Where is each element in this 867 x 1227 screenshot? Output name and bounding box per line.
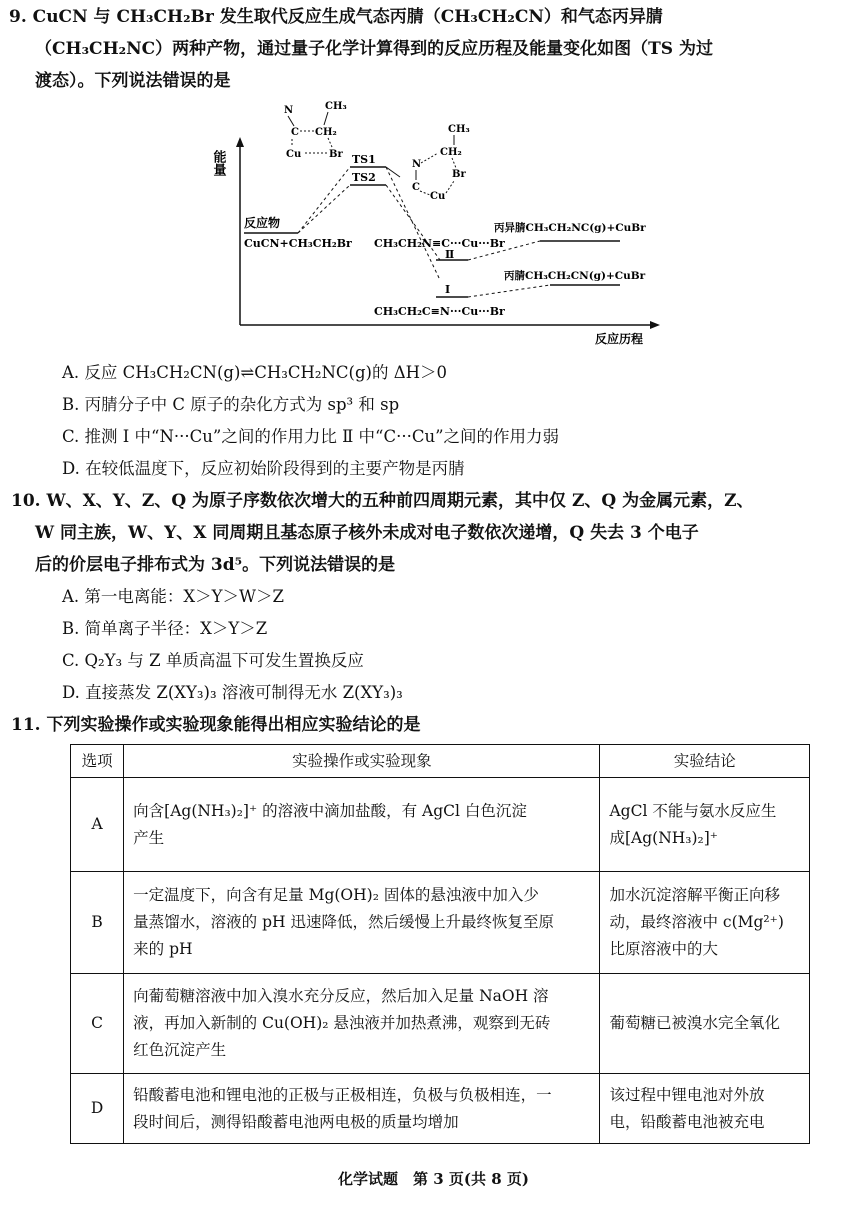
conclusion-line: 比原溶液中的大: [609, 940, 718, 958]
ts2-structure: [412, 124, 470, 202]
q11-stem: 11. 下列实验操作或实验现象能得出相应实验结论的是: [11, 715, 421, 735]
table-row[interactable]: [71, 974, 810, 1074]
operation-line: 红色沉淀产生: [133, 1041, 227, 1059]
q9-stem-line1: 9. CuCN 与 CH₃CH₂Br 发生取代反应生成气态丙腈（CH₃CH₂CN）和气态丙异腈: [9, 7, 663, 27]
q10-option-c[interactable]: C. Q₂Y₃ 与 Z 单质高温下可发生置换反应: [62, 651, 364, 670]
operation-line: 量蒸馏水，溶液的 pH 迅速降低，然后缓慢上升最终恢复至原: [133, 913, 554, 931]
int1-label: Ⅰ: [445, 283, 451, 296]
row-option: C: [71, 974, 124, 1074]
table-row[interactable]: [71, 872, 810, 974]
row-option: B: [71, 872, 124, 974]
ts1-structure: [284, 101, 347, 160]
y-axis-arrow: [236, 137, 244, 147]
header-operation: 实验操作或实验现象: [124, 745, 600, 778]
table-header-row: [71, 745, 810, 778]
operation-line: 向含[Ag(NH₃)₂]⁺ 的溶液中滴加盐酸，有 AgCl 白色沉淀: [133, 801, 527, 820]
table-row[interactable]: [71, 1074, 810, 1144]
q9-option-c[interactable]: C. 推测 Ⅰ 中“N···Cu”之间的作用力比 Ⅱ 中“C···Cu”之间的作用力弱: [62, 427, 560, 446]
reactant-formula: CuCN+CH₃CH₂Br: [244, 237, 352, 250]
row-operation: [124, 778, 600, 872]
row-option: D: [71, 1074, 124, 1144]
int2-formula: CH₃CH₂N≡C···Cu···Br: [374, 237, 505, 250]
path-int1-nitrile: [468, 285, 550, 297]
row-conclusion: [600, 872, 810, 974]
isonitrile-product: 丙异腈CH₃CH₂NC(g)+CuBr: [494, 222, 646, 234]
path-reactant-ts2: [298, 185, 350, 233]
svg-text:C: C: [291, 127, 299, 138]
q9-stem-line2: （CH₃CH₂NC）两种产物，通过量子化学计算得到的反应历程及能量变化如图（TS 为过: [35, 39, 713, 59]
row-conclusion: [600, 974, 810, 1074]
conclusion-line: 葡萄糖已被溴水完全氧化: [609, 1014, 780, 1032]
ts2-pointer: [386, 167, 400, 177]
conclusion-line: 加水沉淀溶解平衡正向移: [609, 886, 780, 904]
header-conclusion: 实验结论: [600, 745, 810, 778]
conclusion-line: AgCl 不能与氨水反应生: [609, 801, 777, 820]
q10-stem-line1: 10. W、X、Y、Z、Q 为原子序数依次增大的五种前四周期元素，其中仅 Z、Q 为金属元素，Z、: [11, 491, 754, 511]
q10-option-d[interactable]: D. 直接蒸发 Z(XY₃)₃ 溶液可制得无水 Z(XY₃)₃: [62, 683, 403, 702]
row-operation: [124, 974, 600, 1074]
nitrile-product: 丙腈CH₃CH₂CN(g)+CuBr: [504, 270, 646, 282]
q9-stem-line3: 渡态）。下列说法错误的是: [35, 71, 231, 91]
y-axis-label: 能量: [210, 150, 226, 176]
svg-text:N: N: [284, 105, 294, 116]
path-reactant-ts1: [298, 167, 350, 233]
svg-text:CH₂: CH₂: [315, 127, 337, 138]
operation-line: 铅酸蓄电池和锂电池的正极与正极相连，负极与负极相连，一: [133, 1085, 552, 1104]
q9-option-b[interactable]: B. 丙腈分子中 C 原子的杂化方式为 sp³ 和 sp: [62, 395, 400, 414]
svg-text:C: C: [412, 182, 420, 193]
operation-line: 来的 pH: [133, 940, 193, 958]
operation-line: 产生: [133, 828, 165, 847]
operation-line: 液，再加入新制的 Cu(OH)₂ 悬浊液并加热煮沸，观察到无砖: [133, 1014, 551, 1032]
int2-label: Ⅱ: [445, 248, 455, 261]
conclusion-line: 电，铅酸蓄电池被充电: [609, 1112, 765, 1131]
conclusion-line: 该过程中锂电池对外放: [609, 1085, 765, 1104]
svg-text:Cu: Cu: [286, 149, 302, 160]
ts1-label: TS1: [352, 153, 376, 166]
q10-option-b[interactable]: B. 简单离子半径：X＞Y＞Z: [62, 619, 268, 638]
operation-line: 向葡萄糖溶液中加入溴水充分反应，然后加入足量 NaOH 溶: [133, 987, 549, 1005]
x-axis-label: 反应历程: [595, 332, 644, 346]
svg-text:CH₃: CH₃: [325, 101, 347, 112]
q10-stem-line2: W 同主族，W、Y、X 同周期且基态原子核外未成对电子数依次递增，Q 失去 3 个电子: [35, 523, 699, 543]
row-option: A: [71, 778, 124, 872]
q9-option-d[interactable]: D. 在较低温度下，反应初始阶段得到的主要产物是丙腈: [62, 459, 465, 478]
operation-line: 一定温度下，向含有足量 Mg(OH)₂ 固体的悬浊液中加入少: [133, 886, 539, 904]
page-footer: 化学试题 第 3 页(共 8 页): [338, 1170, 529, 1188]
experiment-table: [70, 744, 810, 1144]
row-operation: [124, 872, 600, 974]
row-operation: [124, 1074, 600, 1144]
conclusion-line: 动，最终溶液中 c(Mg²⁺): [609, 913, 784, 931]
q10-option-a[interactable]: A. 第一电离能：X＞Y＞W＞Z: [62, 587, 284, 606]
svg-text:Cu: Cu: [430, 191, 446, 202]
row-conclusion: [600, 778, 810, 872]
svg-text:Br: Br: [329, 149, 343, 160]
row-conclusion: [600, 1074, 810, 1144]
int1-formula: CH₃CH₂C≡N···Cu···Br: [374, 305, 505, 318]
q10-stem-line3: 后的价层电子排布式为 3d⁵。下列说法错误的是: [35, 555, 396, 575]
svg-text:Br: Br: [452, 169, 466, 180]
header-option: 选项: [71, 745, 124, 778]
conclusion-line: 成[Ag(NH₃)₂]⁺: [609, 828, 718, 847]
q9-option-a[interactable]: A. 反应 CH₃CH₂CN(g)⇌CH₃CH₂NC(g)的 ΔH＞0: [62, 363, 448, 382]
svg-text:CH₃: CH₃: [448, 124, 470, 135]
table-row[interactable]: [71, 778, 810, 872]
reactant-label: 反应物: [244, 216, 281, 230]
svg-text:CH₂: CH₂: [440, 147, 462, 158]
x-axis-arrow: [650, 321, 660, 329]
energy-profile-diagram: [200, 95, 670, 350]
svg-text:N: N: [412, 159, 422, 170]
ts2-label: TS2: [352, 171, 376, 184]
operation-line: 段时间后，测得铅酸蓄电池两电极的质量均增加: [133, 1112, 459, 1131]
